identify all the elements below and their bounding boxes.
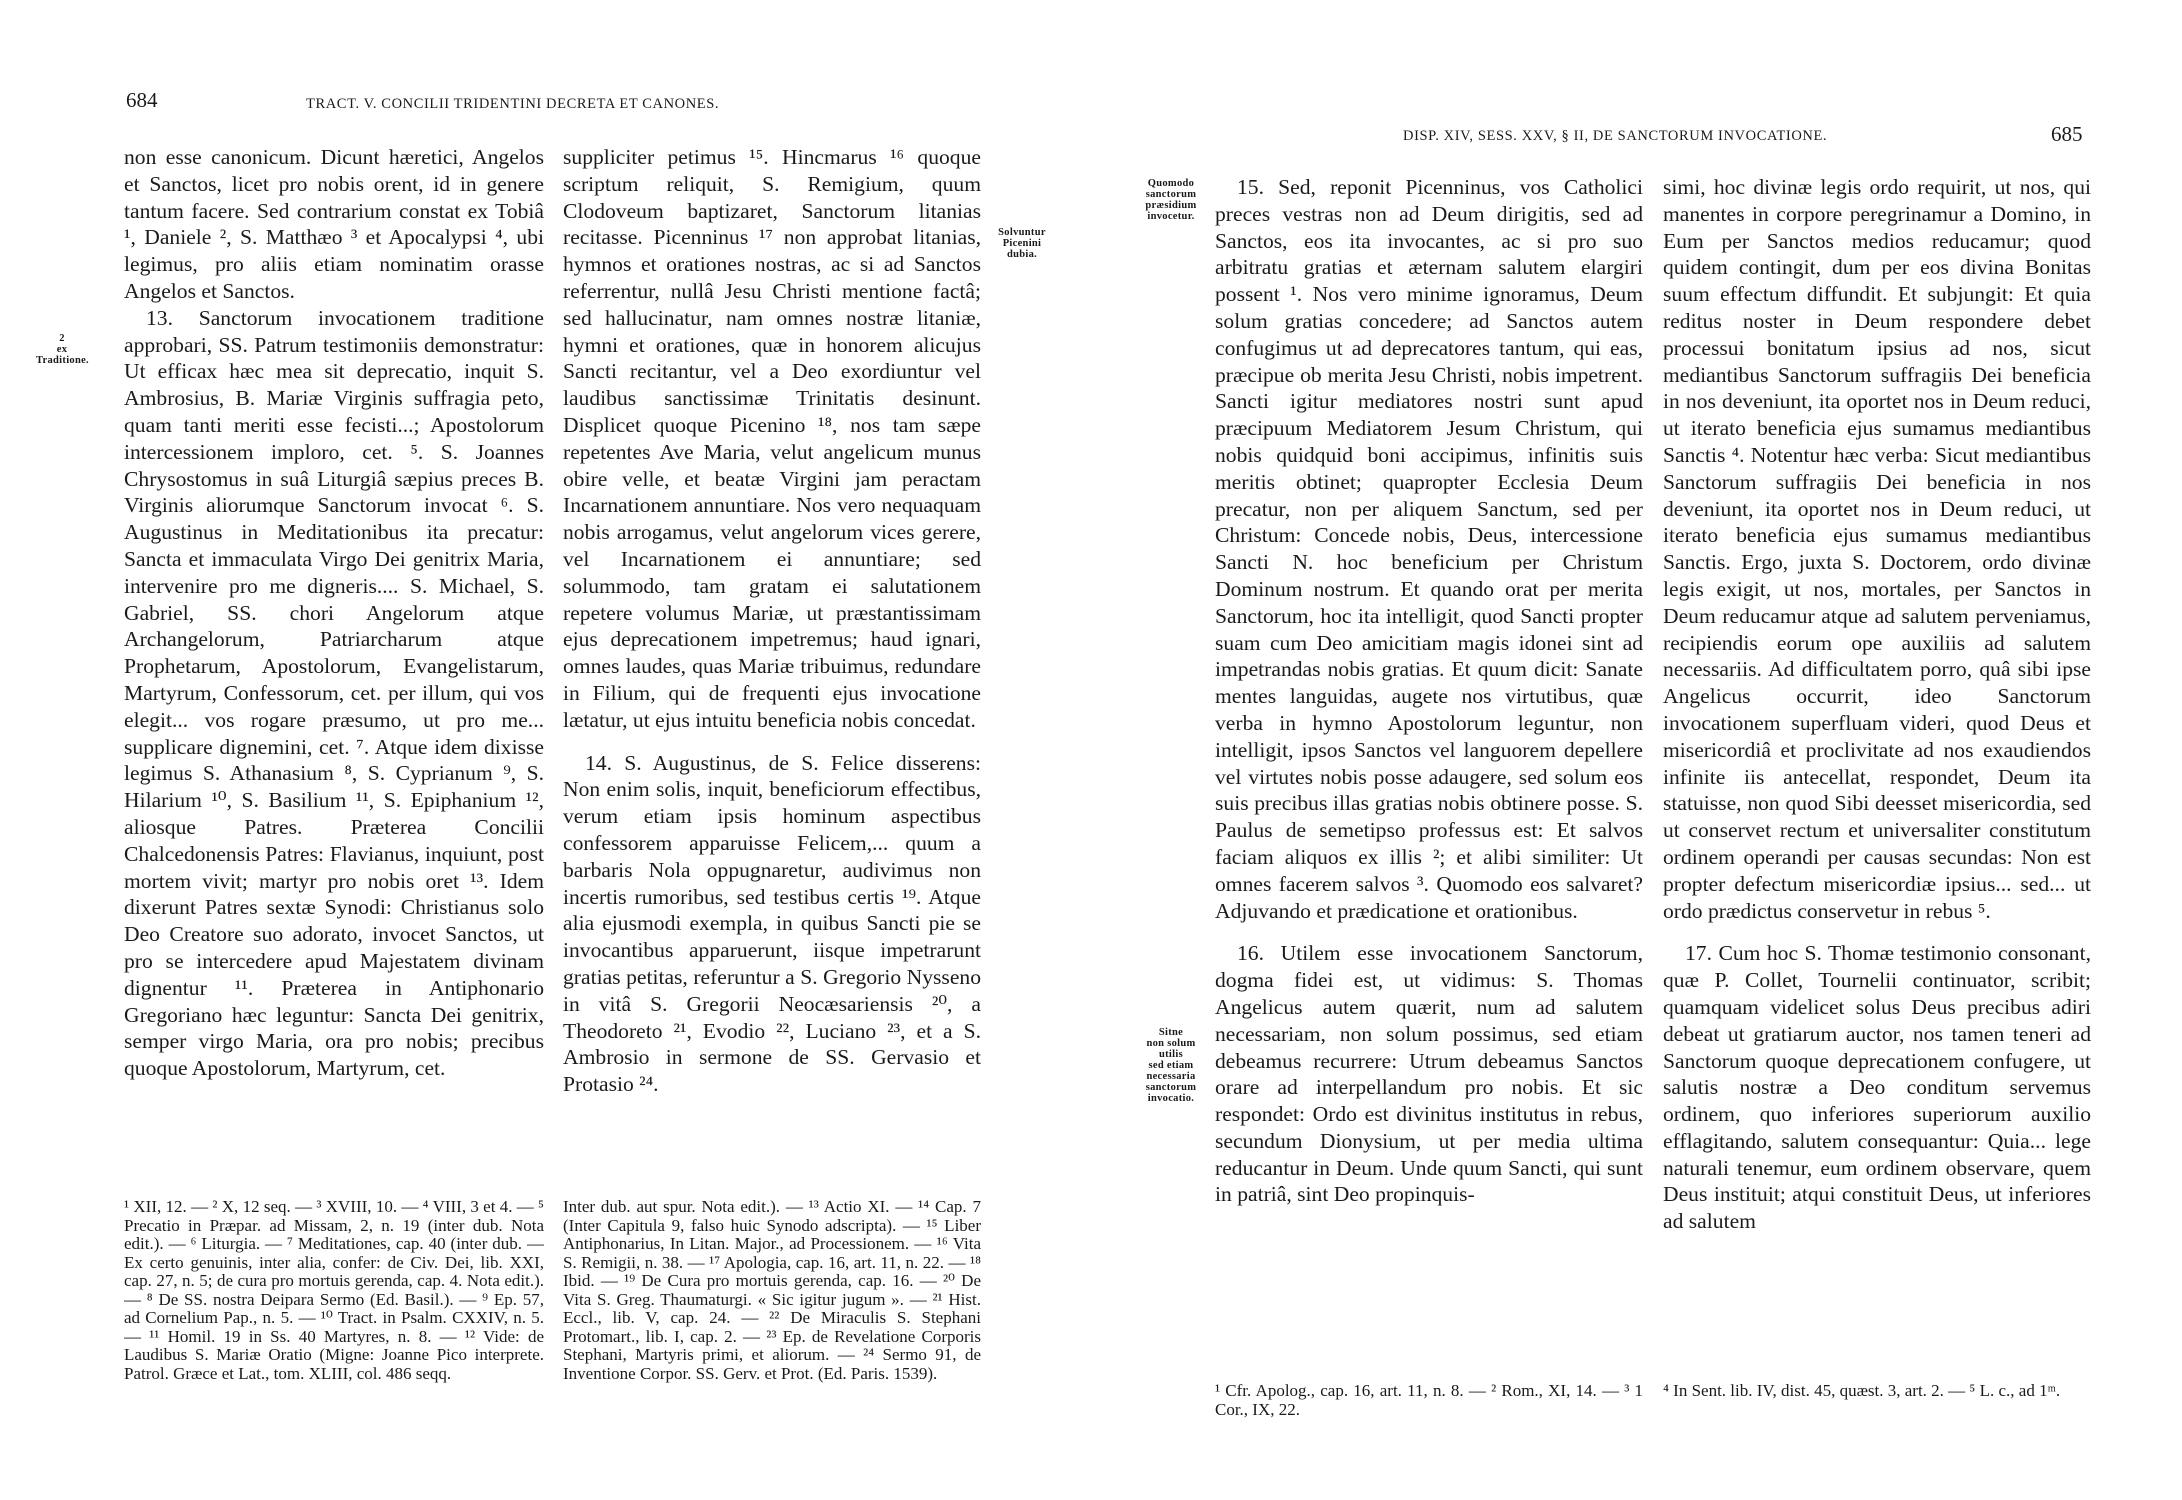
margin-note-picenini: Solvuntur Picenini dubia.	[998, 227, 1046, 260]
margin-note-quomodo: Quomodo sanctorum præsidium invocetur.	[1145, 178, 1197, 222]
paragraph-14: 14. S. Augustinus, de S. Felice disserens: Non enim solis, inquit, beneficiorum effectibus, verum etiam ipsis hominum aspectibus confessorem apparuisse Felicem,... quum a barbaris Nola oppugnaretur, audivimus non incertis rumoribus, sed testibus certis ¹⁹. Atque alia ejusmodi exempla, in quibus Sancti pie se invocantibus apparuerunt, iisque impetrarunt gratias petitas, referuntur a S. Gregorio Nysseno in vitâ S. Gregorii Neocæsariensis ²⁰, a Theodoreto ²¹, Evodio ²², Luciano ²³, et a S. Ambrosio in sermone de SS. Gervasio et Protasio ²⁴.	[563, 750, 981, 1097]
paragraph: simi, hoc divinæ legis ordo requirit, ut nos, qui manentes in corpore peregrinamur a Domino, in Eum per Sanctos medios reducamur; quod quidem contingit, dum per eos divina Bonitas suum effectum diffundit. Et subjungit: Et quia reditus noster in Deum respondere debet processui bonitatum ipsius ad nos, sicut mediantibus Sanctorum suffragiis Dei beneficia in nos deveniunt, ita oportet nos in Deum reduci, ut iterato beneficia ejus sumamus mediantibus Sanctis ⁴. Notentur hæc verba: Sicut mediantibus Sanctorum suffragiis Dei beneficia in nos deveniunt, ita oportet nos in Deum reduci, ut iterato beneficia ejus sumamus mediantibus Sanctis. Ergo, juxta S. Doctorem, ordo divinæ legis exigit, ut nos, mortales, per Sanctos in Deum reducamur atque ad salutem perveniamus, recipiendis eorum ope auxiliis ad salutem necessariis. Ad difficultatem porro, quâ sibi ipse Angelicus occurrit, ideo Sanctorum invocationem superfluam videri, quod Deus et misericordiâ et proclivitate ad nos exaudiendos infinite iis antecellat, respondet, Deum ita statuisse, non quod Sibi deesset misericordia, sed ut conservet rectum et universaliter constitutum ordinem operandi per causas secundas: Non est propter defectum misericordiæ ipsius... sed... ut ordo prædictus conservetur in rebus ⁵.	[1663, 175, 2091, 923]
page-number-right: 685	[2051, 122, 2083, 146]
footnotes-left-col: ¹ XII, 12. — ² X, 12 seq. — ³ XVIII, 10. — ⁴ VIII, 3 et 4. — ⁵ Precatio in Præpar. ad Missam, 2, n. 19 (inter dub. Nota edit.). — ⁶ Liturgia. — ⁷ Meditationes, cap. 40 (inter dub. — Ex certo genuinis, inter alia, confer: de Civ. Dei, lib. XXI, cap. 27, n. 5; de cura pro mortuis gerenda, cap. 4. Nota edit.). — ⁸ De SS. nostra Deipara Sermo (Ed. Basil.). — ⁹ Ep. 57, ad Cornelium Pap., n. 5. — ¹⁰ Tract. in Psalm. CXXIV, n. 5. — ¹¹ Homil. 19 in Ss. 40 Martyres, n. 8. — ¹² Vide: de Laudibus S. Mariæ Oratio (Migne: Joanne Pico interprete. Patrol. Græce et Lat., tom. XLIII, col. 486 seqq.	[124, 1198, 544, 1383]
running-head-right: DISP. XIV, SESS. XXV, § II, DE SANCTORUM INVOCATIONE.	[1403, 128, 1828, 144]
margin-note-sitne: Sitne non solum utilis sed etiam necessaria sanctorum invocatio.	[1145, 1027, 1197, 1104]
paragraph-15: 15. Sed, reponit Picenninus, vos Catholici preces vestras non ad Deum dirigitis, sed ad Sanctos, eos ita invocantes, ac si pro suo arbitratu gratias et æternam salutem elargiri possent ¹. Nos vero minime ignoramus, Deum solum gratias concedere; ad Sanctos autem confugimus ut ad deprecatores tantum, qui eas, præcipue ob merita Jesu Christi, nobis impetrent. Sancti igitur mediatores nostri sunt apud præcipuum Mediatorem Jesum Christum, qui nobis quidquid boni accipimus, infinitis suis meritis obtinet; quapropter Ecclesia Deum precatur, non per aliquem Sanctum, sed per Christum: Concede nobis, Deus, intercessione Sancti N. hoc beneficium per Christum Dominum nostrum. Et quando orat per merita Sanctorum, hoc ita intelligit, quod Sancti propter suam cum Deo amicitiam magis idonei sint ad impetrandas nobis gratias. Et quum dicit: Sanate mentes languidas, augete nos virtutibus, quæ verba in hymno Apostolorum leguntur, non intelligit, ipsos Sanctos vel languorem depellere vel virtutes nobis posse adaugere, sed solum eos suis precibus illas gratias nobis obtinere posse. S. Paulus de semetipso professus est: Et salvos faciam aliquos ex illis ²; et alibi similiter: Ut omnes facerem salvos ³. Quomodo eos salvaret? Adjuvando et prædicatione et orationibus.	[1215, 175, 1643, 923]
paragraph-17: 17. Cum hoc S. Thomæ testimonio consonant, quæ P. Collet, Tournelii continuator, scribit; quamquam videlicet solus Deus precibus adiri debeat ut gratiarum auctor, nos tamen teneri ad Sanctorum quoque deprecationem confugere, ut salutis nostræ a Deo conditum servemus ordinem, quo inferiores superiorum auxilio efflagitando, salutem consequantur: Quia... lege naturali tenemur, eum ordinem observare, quem Deus instituit; atqui constituit Deus, ut inferiores ad salutem	[1663, 941, 2091, 1234]
paragraph: suppliciter petimus ¹⁵. Hincmarus ¹⁶ quoque scriptum reliquit, S. Remigium, quum Clodoveum baptizaret, Sanctorum litanias recitasse. Picenninus ¹⁷ non approbat litanias, hymnos et orationes nostras, ac si ad Sanctos referrentur, nullâ Jesu Christi mentione factâ; sed hallucinatur, nam omnes nostræ litaniæ, hymni et orationes, quæ in honorem alicujus Sancti recitantur, vel a Deo exordiuntur vel laudibus sanctissimæ Trinitatis desinunt. Displicet quoque Picenino ¹⁸, nos tam sæpe repetentes Ave Maria, velut angelicum munus obire velle, et beatæ Virgini jam peractam Incarnationem annuntiare. Nos vero nequaquam nobis arrogamus, velut angelorum vices gerere, vel Incarnationem ei annuntiare; sed solummodo, tam gratam ei salutationem repetere volumus Mariæ, ut præstantissimam ejus deprecationem impetremus; haud ignari, omnes laudes, quas Mariæ tribuimus, redundare in Filium, qui de frequenti ejus invocatione lætatur, ut ejus intuitu beneficia nobis concedat.	[563, 145, 981, 732]
footnotes-right-page-left-col: ¹ Cfr. Apolog., cap. 16, art. 11, n. 8. — ² Rom., XI, 14. — ³ 1 Cor., IX, 22.	[1215, 1382, 1643, 1419]
left-column-1	[124, 144, 544, 1184]
paragraph-13: 13. Sanctorum invocationem traditione approbari, SS. Patrum testimoniis demonstratur: Ut efficax hæc mea sit deprecatio, inquit S. Ambrosius, B. Mariæ Virginis suffragia peto, quam tanti meriti esse fecisti...; Apostolorum intercessionem imploro, cet. ⁵. S. Joannes Chrysostomus in suâ Liturgiâ sæpius preces B. Virginis aliorumque Sanctorum invocat ⁶. S. Augustinus in Meditationibus ita precatur: Sancta et immaculata Virgo Dei genitrix Maria, intervenire pro me digneris.... S. Michael, S. Gabriel, SS. chori Angelorum atque Archangelorum, Patriarcharum atque Prophetarum, Apostolorum, Evangelistarum, Martyrum, Confessorum, cet. per illum, qui vos elegit... vos rogare præsumo, ut pro me... supplicare dignemini, cet. ⁷. Atque idem dixisse legimus S. Athanasium ⁸, S. Cyprianum ⁹, S. Hilarium ¹⁰, S. Basilium ¹¹, S. Epiphanium ¹², aliosque Patres. Præterea Concilii Chalcedonensis Patres: Flavianus, inquiunt, post mortem vivit; martyr pro nobis oret ¹³. Idem dixerunt Patres sextæ Synodi: Christianus solo Deo Creatore suo adorato, invocet Sanctos, ut pro se intercedere apud Majestatem divinam dignentur ¹¹. Præterea in Antiphonario Gregoriano hæc leguntur: Sancta Dei genitrix, semper virgo Maria, ora pro nobis; precibus quoque Apostolorum, Martyrum, cet.	[124, 305, 544, 1081]
margin-note-tradition: 2 ex Traditione.	[36, 333, 89, 366]
footnotes-right-col: Inter dub. aut spur. Nota edit.). — ¹³ Actio XI. — ¹⁴ Cap. 7 (Inter Capitula 9, falso huic Synodo adscripta). — ¹⁵ Liber Antiphonarius, In Litan. Major., ad Processionem. — ¹⁶ Vita S. Remigii, n. 38. — ¹⁷ Apologia, cap. 16, art. 11, n. 22. — ¹⁸ Ibid. — ¹⁹ De Cura pro mortuis gerenda, cap. 16. — ²⁰ De Vita S. Greg. Thaumaturgi. « Sic igitur jugum ». — ²¹ Hist. Eccl., lib. V, cap. 24. — ²² De Miraculis S. Stephani Protomart., lib. I, cap. 2. — ²³ Ep. de Revelatione Corporis Stephani, Martyris primi, et aliorum. — ²⁴ Sermo 91, de Inventione Corpor. SS. Gerv. et Prot. (Ed. Paris. 1539).	[563, 1198, 981, 1383]
paragraph-16: 16. Utilem esse invocationem Sanctorum, dogma fidei est, ut vidimus: S. Thomas Angelicus autem quærit, num ad salutem necessariam, non solum possimus, sed etiam debeamus recurrere: Utrum debeamus Sanctos orare ad interpellandum pro nobis. Et sic respondet: Ordo est divinitus institutus in rebus, secundum Dionysium, ut per media ultima reducantur in Deum. Unde quum Sancti, qui sunt in patriâ, sint Deo propinquis-	[1215, 941, 1643, 1207]
footnotes-right-page-right-col: ⁴ In Sent. lib. IV, dist. 45, quæst. 3, art. 2. — ⁵ L. c., ad 1ᵐ.	[1663, 1382, 2061, 1400]
page-number-left: 684	[126, 88, 158, 112]
left-column-2	[563, 144, 981, 1184]
paragraph: non esse canonicum. Dicunt hæretici, Angelos et Sanctos, licet pro nobis orent, id in genere tantum facere. Sed contrarium constat ex Tobiâ ¹, Daniele ², S. Matthæo ³ et Apocalypsi ⁴, ubi legimus, pro aliis etiam nominatim orasse Angelos et Sanctos.	[124, 145, 544, 303]
running-head-left: TRACT. V. CONCILII TRIDENTINI DECRETA ET CANONES.	[306, 96, 720, 112]
right-column-2	[1663, 174, 2091, 1234]
right-column-1	[1215, 174, 1643, 1234]
right-page	[1091, 0, 2182, 1500]
